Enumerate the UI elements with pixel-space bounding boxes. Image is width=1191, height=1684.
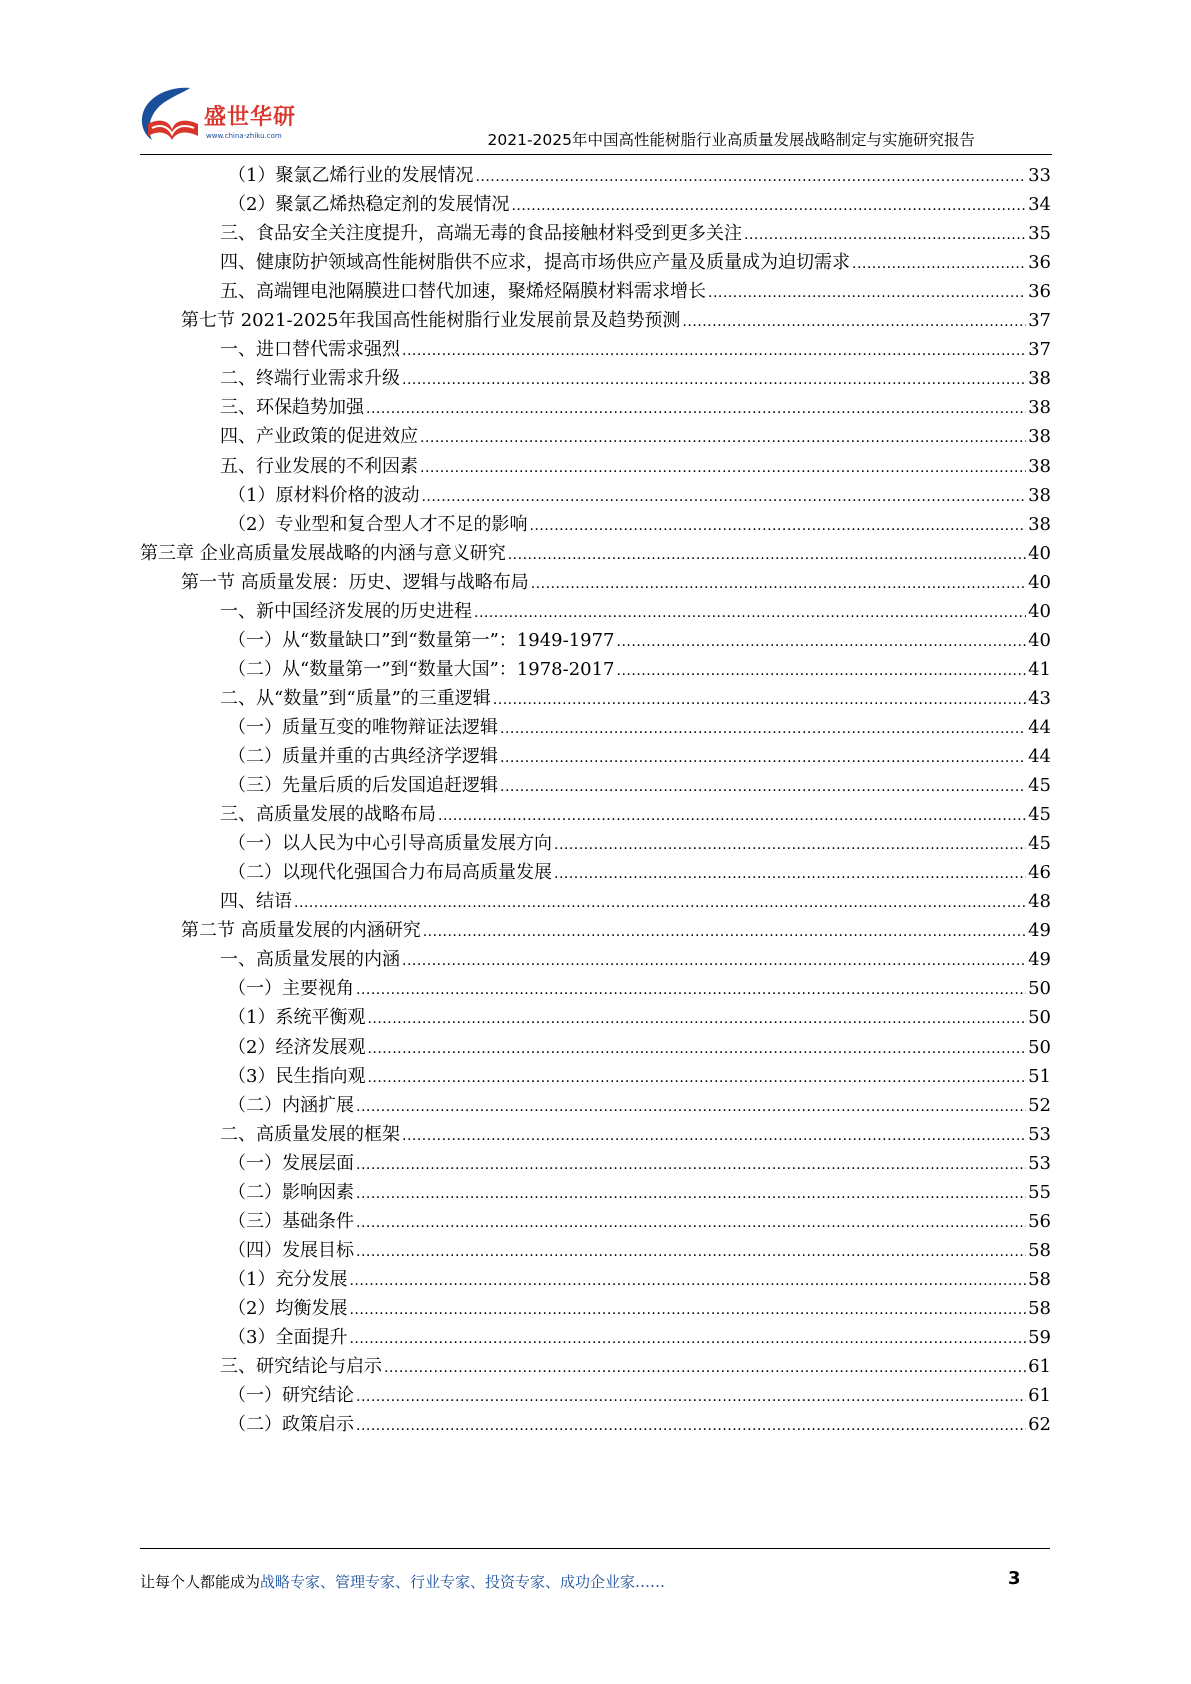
- toc-entry[interactable]: [228, 625, 1051, 656]
- toc-entry[interactable]: [220, 1351, 1051, 1382]
- toc-entry[interactable]: [220, 334, 1051, 365]
- toc-entry-title: （2）经济发展观: [228, 1036, 366, 1058]
- toc-entry-page: 44: [1028, 716, 1051, 738]
- toc-entry[interactable]: [220, 218, 1051, 249]
- toc-dot-leader: [402, 363, 1026, 396]
- toc-dot-leader: [349, 1322, 1026, 1355]
- toc-entry[interactable]: [228, 1148, 1051, 1179]
- toc-entry-title: （一）质量互变的唯物辩证法逻辑: [228, 716, 498, 738]
- toc-entry[interactable]: [228, 770, 1051, 801]
- toc-entry-page: 41: [1028, 658, 1051, 680]
- toc-entry-title: （三）先量后质的后发国追赶逻辑: [228, 775, 498, 797]
- toc-entry[interactable]: [220, 799, 1051, 830]
- toc-entry-page: 61: [1028, 1356, 1051, 1378]
- toc-entry[interactable]: [228, 509, 1051, 540]
- toc-dot-leader: [420, 421, 1026, 454]
- toc-entry-title: （一）研究结论: [228, 1385, 354, 1407]
- toc-entry-page: 44: [1028, 746, 1051, 767]
- toc-entry-page: 34: [1028, 194, 1051, 216]
- toc-dot-leader: [356, 1090, 1026, 1123]
- toc-entry[interactable]: [228, 857, 1051, 888]
- toc-entry[interactable]: [228, 189, 1051, 220]
- toc-entry-title: 一、新中国经济发展的历史进程: [220, 600, 472, 622]
- toc-entry[interactable]: [140, 538, 1051, 569]
- toc-entry-page: 40: [1028, 629, 1051, 651]
- toc-entry-title: （一）主要视角: [228, 978, 354, 1000]
- toc-entry[interactable]: [228, 1090, 1051, 1121]
- toc-entry[interactable]: [228, 973, 1051, 1004]
- toc-dot-leader: [349, 1264, 1026, 1297]
- toc-entry-title: （一）从“数量缺口”到“数量第一”：1949-1977: [228, 629, 615, 651]
- page-number: 3: [1008, 1568, 1021, 1589]
- toc-dot-leader: [367, 1002, 1026, 1035]
- toc-dot-leader: [349, 1293, 1026, 1326]
- toc-entry-title: （3）民生指向观: [228, 1065, 366, 1087]
- toc-entry-title: （1）聚氯乙烯行业的发展情况: [228, 165, 474, 186]
- toc-entry-title: 一、高质量发展的内涵: [220, 949, 400, 971]
- toc-dot-leader: [529, 509, 1026, 542]
- toc-entry-title: （二）政策启示: [228, 1414, 354, 1436]
- toc-entry[interactable]: [220, 683, 1051, 714]
- toc-dot-leader: [508, 538, 1026, 571]
- toc-dot-leader: [384, 1351, 1026, 1384]
- toc-entry[interactable]: [181, 305, 1051, 336]
- toc-entry-title: （3）全面提升: [228, 1327, 348, 1348]
- toc-entry-title: 第一节 高质量发展：历史、逻辑与战略布局: [181, 571, 529, 593]
- toc-entry-page: 40: [1028, 571, 1051, 593]
- toc-entry[interactable]: [220, 276, 1051, 307]
- toc-dot-leader: [420, 451, 1026, 484]
- toc-entry-title: （一）发展层面: [228, 1152, 354, 1174]
- toc-entry-page: 61: [1028, 1385, 1051, 1407]
- toc-entry[interactable]: [181, 915, 1051, 946]
- toc-entry-page: 43: [1028, 687, 1051, 709]
- toc-entry[interactable]: [228, 1235, 1051, 1266]
- toc-entry-title: （四）发展目标: [228, 1239, 354, 1261]
- toc-entry-title: （二）内涵扩展: [228, 1094, 354, 1116]
- toc-entry-title: （1）原材料价格的波动: [228, 484, 420, 506]
- toc-entry-title: （一）以人民为中心引导高质量发展方向: [228, 833, 552, 855]
- toc-entry-page: 52: [1028, 1094, 1051, 1116]
- toc-entry[interactable]: [228, 1002, 1051, 1033]
- toc-dot-leader: [356, 973, 1026, 1006]
- toc-dot-leader: [438, 799, 1026, 832]
- toc-dot-leader: [423, 915, 1026, 948]
- toc-entry-title: 四、健康防护领域高性能树脂供不应求，提高市场供应产量及质量成为迫切需求: [220, 252, 850, 274]
- toc-entry-page: 37: [1028, 310, 1051, 332]
- toc-entry-title: 三、食品安全关注度提升，高端无毒的食品接触材料受到更多关注: [220, 223, 742, 245]
- toc-entry[interactable]: [228, 1206, 1051, 1237]
- toc-entry-title: 五、行业发展的不利因素: [220, 455, 418, 477]
- toc-entry[interactable]: [181, 567, 1051, 598]
- toc-entry-title: （二）影响因素: [228, 1181, 354, 1203]
- toc-dot-leader: [356, 1177, 1026, 1210]
- toc-dot-leader: [356, 1380, 1026, 1413]
- toc-entry[interactable]: [228, 712, 1051, 743]
- toc-dot-leader: [531, 567, 1026, 600]
- toc-entry[interactable]: [228, 828, 1051, 859]
- toc-entry[interactable]: [220, 886, 1051, 917]
- toc-dot-leader: [708, 276, 1026, 309]
- toc-entry[interactable]: [228, 741, 1051, 772]
- toc-dot-leader: [475, 160, 1026, 193]
- toc-dot-leader: [852, 247, 1026, 280]
- toc-entry-page: 38: [1028, 397, 1051, 419]
- footer-slogan: [140, 1571, 665, 1592]
- toc-entry[interactable]: [220, 392, 1051, 423]
- toc-entry-page: 58: [1028, 1297, 1051, 1319]
- toc-entry-title: 一、进口替代需求强烈: [220, 339, 400, 361]
- toc-entry-title: 四、产业政策的促进效应: [220, 426, 418, 448]
- toc-dot-leader: [402, 334, 1026, 367]
- toc-dot-leader: [493, 683, 1026, 716]
- toc-entry[interactable]: [220, 596, 1051, 627]
- toc-entry-title: 第三章 企业高质量发展战略的内涵与意义研究: [140, 542, 506, 564]
- toc-entry-page: 38: [1028, 484, 1051, 506]
- toc-dot-leader: [294, 886, 1026, 919]
- toc-dot-leader: [474, 596, 1026, 629]
- toc-entry-page: 56: [1028, 1210, 1051, 1232]
- header-divider: [140, 154, 1052, 155]
- toc-entry[interactable]: [220, 247, 1051, 278]
- logo-emblem-icon: [138, 84, 204, 146]
- toc-entry-page: 33: [1028, 165, 1051, 186]
- toc-dot-leader: [511, 189, 1026, 222]
- toc-entry-title: 二、从“数量”到“质量”的三重逻辑: [220, 687, 491, 709]
- logo-text: 盛世华研: [204, 105, 297, 130]
- toc-entry[interactable]: [220, 451, 1051, 482]
- toc-entry-page: 38: [1028, 455, 1051, 477]
- toc-entry-page: 55: [1028, 1181, 1051, 1203]
- toc-entry-title: 三、研究结论与启示: [220, 1356, 382, 1378]
- toc-dot-leader: [617, 654, 1027, 687]
- toc-entry-page: 36: [1028, 252, 1051, 274]
- toc-dot-leader: [500, 770, 1026, 803]
- toc-entry-title: （1）充分发展: [228, 1268, 348, 1290]
- toc-entry[interactable]: [220, 944, 1051, 975]
- toc-entry-title: （2）聚氯乙烯热稳定剂的发展情况: [228, 194, 510, 216]
- toc-entry-title: 五、高端锂电池隔膜进口替代加速，聚烯烃隔膜材料需求增长: [220, 281, 706, 303]
- toc-entry-page: 53: [1028, 1152, 1051, 1174]
- toc-entry[interactable]: [228, 1264, 1051, 1295]
- toc-entry[interactable]: [228, 654, 1051, 685]
- toc-entry[interactable]: [228, 1061, 1051, 1092]
- toc-entry-page: 36: [1028, 281, 1051, 303]
- toc-dot-leader: [356, 1409, 1026, 1442]
- toc-entry-page: 50: [1028, 1036, 1051, 1058]
- slogan-prefix: 让每个人都能成为: [140, 1573, 261, 1591]
- toc-dot-leader: [744, 218, 1026, 251]
- toc-entry-title: （三）基础条件: [228, 1210, 354, 1232]
- toc-entry-page: 58: [1028, 1239, 1051, 1261]
- toc-entry-title: （1）系统平衡观: [228, 1007, 366, 1029]
- toc-entry-page: 59: [1028, 1327, 1051, 1348]
- toc-entry-page: 38: [1028, 513, 1051, 535]
- toc-entry-page: 53: [1028, 1123, 1051, 1145]
- toc-entry[interactable]: [220, 421, 1051, 452]
- toc-dot-leader: [617, 625, 1027, 658]
- toc-entry-title: 第七节 2021-2025年我国高性能树脂行业发展前景及趋势预测: [181, 310, 681, 332]
- toc-dot-leader: [402, 1119, 1026, 1152]
- toc-entry-page: 40: [1028, 600, 1051, 622]
- toc-dot-leader: [367, 1032, 1026, 1065]
- toc-dot-leader: [500, 712, 1026, 745]
- toc-entry-page: 46: [1028, 862, 1051, 884]
- toc-entry-title: 第二节 高质量发展的内涵研究: [181, 920, 421, 942]
- toc-entry-title: （二）从“数量第一”到“数量大国”：1978-2017: [228, 658, 615, 680]
- toc-entry[interactable]: [228, 160, 1051, 191]
- slogan-highlight: 战略专家、管理专家、行业专家、投资专家、成功企业家……: [260, 1573, 666, 1591]
- toc-entry[interactable]: [228, 1177, 1051, 1208]
- toc-dot-leader: [402, 944, 1026, 977]
- company-logo: [138, 84, 308, 146]
- toc-entry[interactable]: [228, 1293, 1051, 1324]
- toc-entry-title: （2）专业型和复合型人才不足的影响: [228, 513, 528, 535]
- toc-entry-page: 49: [1028, 920, 1051, 942]
- toc-dot-leader: [682, 305, 1026, 338]
- logo-url: www.china-zhiku.com: [206, 132, 282, 140]
- toc-entry-page: 38: [1028, 368, 1051, 390]
- toc-dot-leader: [356, 1235, 1026, 1268]
- toc-dot-leader: [421, 480, 1026, 513]
- toc-entry-page: 58: [1028, 1268, 1051, 1290]
- toc-dot-leader: [500, 741, 1026, 774]
- toc-entry-title: 三、环保趋势加强: [220, 397, 364, 419]
- footer-divider: [140, 1548, 1050, 1549]
- toc-entry[interactable]: [228, 480, 1051, 511]
- toc-dot-leader: [356, 1206, 1026, 1239]
- toc-entry-page: 50: [1028, 978, 1051, 1000]
- toc-entry[interactable]: [228, 1322, 1051, 1353]
- toc-entry-page: 37: [1028, 339, 1051, 361]
- toc-entry-title: （二）质量并重的古典经济学逻辑: [228, 746, 498, 767]
- toc-entry-page: 45: [1028, 804, 1051, 826]
- toc-dot-leader: [366, 392, 1026, 425]
- toc-dot-leader: [554, 857, 1026, 890]
- toc-dot-leader: [554, 828, 1026, 861]
- toc-entry[interactable]: [228, 1032, 1051, 1063]
- toc-dot-leader: [367, 1061, 1026, 1094]
- toc-entry-page: 45: [1028, 833, 1051, 855]
- toc-entry-page: 38: [1028, 426, 1051, 448]
- toc-entry-page: 35: [1028, 223, 1051, 245]
- toc-entry-title: 二、终端行业需求升级: [220, 368, 400, 390]
- toc-dot-leader: [356, 1148, 1026, 1181]
- toc-entry-title: 二、高质量发展的框架: [220, 1123, 400, 1145]
- toc-entry[interactable]: [220, 1119, 1051, 1150]
- toc-entry-title: 四、结语: [220, 891, 292, 913]
- toc-entry-page: 45: [1028, 775, 1051, 797]
- toc-entry[interactable]: [228, 1380, 1051, 1411]
- toc-entry-title: （二）以现代化强国合力布局高质量发展: [228, 862, 552, 884]
- toc-entry-title: （2）均衡发展: [228, 1297, 348, 1319]
- toc-entry-page: 51: [1028, 1065, 1051, 1087]
- toc-entry-page: 40: [1028, 542, 1051, 564]
- toc-entry-title: 三、高质量发展的战略布局: [220, 804, 436, 826]
- toc-entry-page: 50: [1028, 1007, 1051, 1029]
- toc-entry[interactable]: [228, 1409, 1051, 1440]
- toc-entry[interactable]: [220, 363, 1051, 394]
- toc-entry-page: 62: [1028, 1414, 1051, 1436]
- toc-entry-page: 49: [1028, 949, 1051, 971]
- report-title: 2021-2025年中国高性能树脂行业高质量发展战略制定与实施研究报告: [487, 131, 975, 149]
- toc-entry-page: 48: [1028, 891, 1051, 913]
